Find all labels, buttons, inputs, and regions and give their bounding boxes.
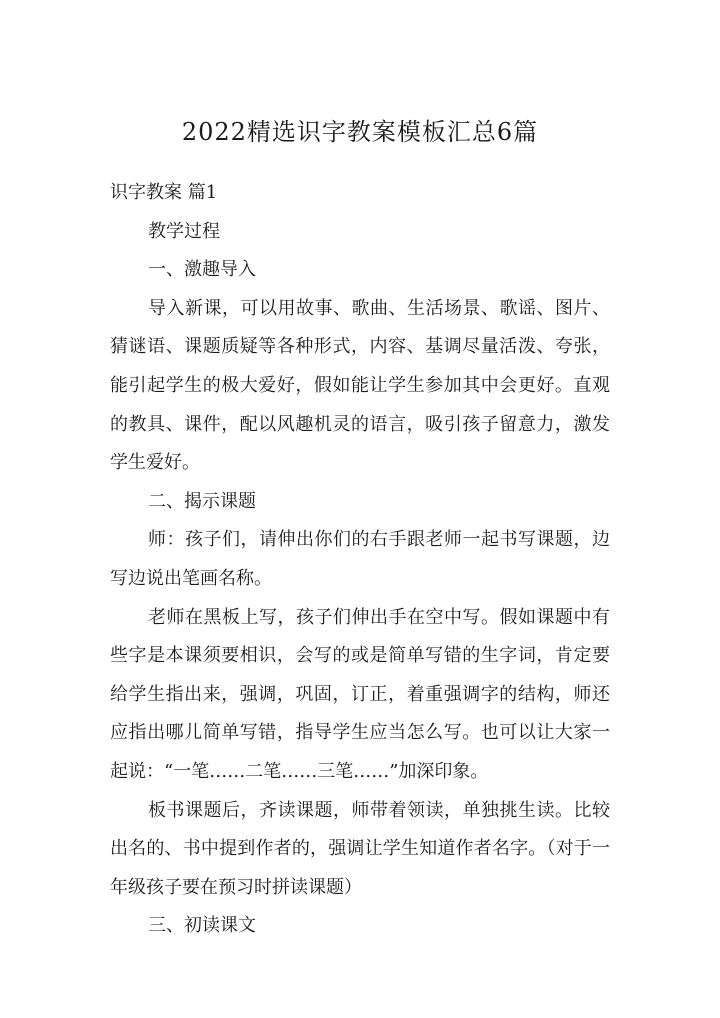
paragraph-read-title: 板书课题后，齐读课题，师带着领读，单独挑生读。比较出名的、书中提到作者的，强调让学生知道作者名字。（对于一年级孩子要在预习时拼读课题） [110, 799, 610, 898]
paragraph-heading-3: 三、初读课文 [148, 915, 256, 937]
section-heading: 识字教案 篇1 [110, 182, 218, 203]
paragraph-intro: 导入新课，可以用故事、歌曲、生活场景、歌谣、图片、猜谜语、课题质疑等各种形式，内容、基调尽量活泼、夸张，能引起学生的极大爱好，假如能让学生参加其中会更好。直观的教具、课件，配以风趣机灵的语言，吸引孩子留意力，激发学生爱好。 [110, 297, 610, 474]
paragraph-heading-2: 二、揭示课题 [148, 490, 256, 512]
paragraph-heading-1: 一、激趣导入 [148, 259, 256, 281]
document-body [110, 174, 610, 946]
paragraph-teacher-instruction: 师：孩子们，请伸出你们的右手跟老师一起书写课题，边写边说出笔画名称。 [110, 529, 610, 589]
paragraph-teaching-process: 教学过程 [148, 220, 220, 242]
paragraph-blackboard: 老师在黑板上写，孩子们伸出手在空中写。假如课题中有些字是本课须要相识，会写的或是简单写错的生字词，肯定要给学生指出来，强调，巩固，订正，着重强调字的结构，师还应指出哪儿简单写错，指导学生应当怎么写。也可以让大家一起说：“一笔……二笔……三笔……”加深印象。 [110, 606, 610, 782]
document-title: 2022精选识字教案模板汇总6篇 [181, 118, 539, 146]
